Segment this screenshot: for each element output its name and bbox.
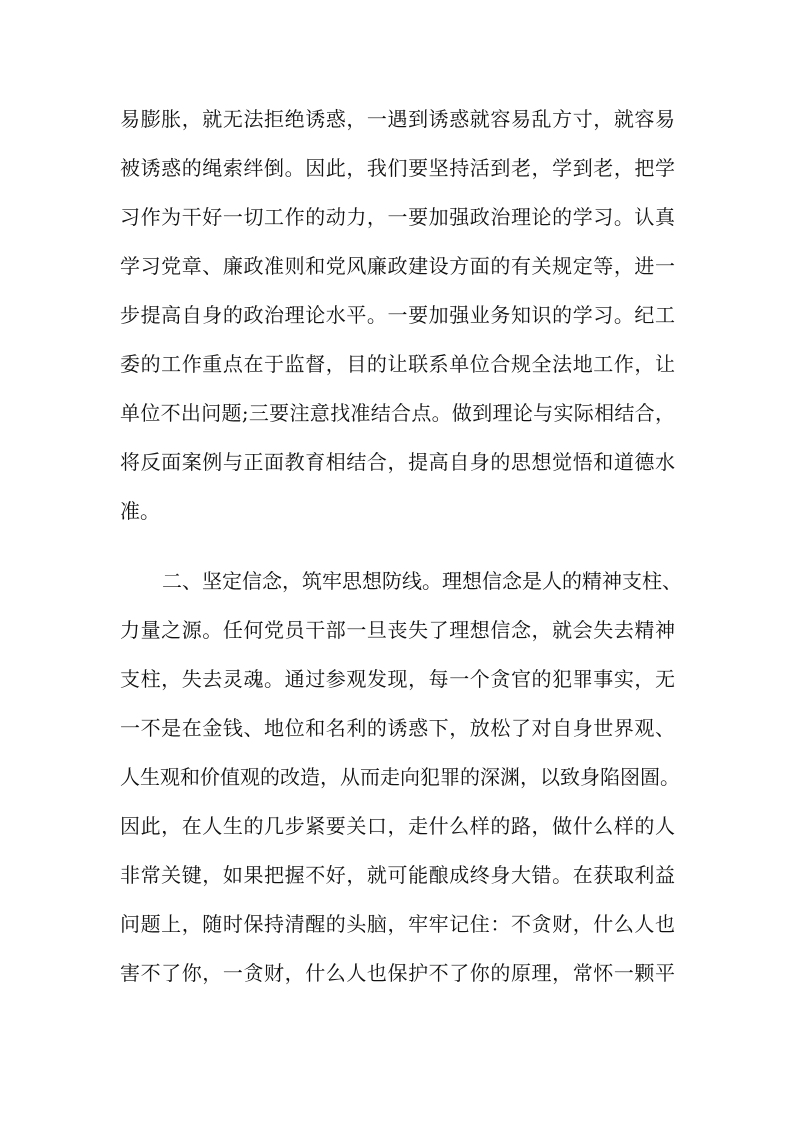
text-line: 被诱惑的绳索绊倒。因此，我们要坚持活到老，学到老，把学 — [120, 156, 675, 180]
text-line: 害不了你，一贪财，什么人也保护不了你的原理，常怀一颗平 — [120, 961, 675, 985]
text-line: 非常关键，如果把握不好，就可能酿成终身大错。在获取利益 — [120, 863, 675, 887]
text-line: 准。 — [120, 499, 160, 523]
text-line: 因此，在人生的几步紧要关口，走什么样的路，做什么样的人 — [120, 814, 675, 838]
text-line: 将反面案例与正面教育相结合，提高自身的思想觉悟和道德水 — [120, 450, 675, 474]
paragraph-heading-line: 二、坚定信念，筑牢思想防线。理想信念是人的精神支柱、 — [162, 569, 682, 593]
text-line: 易膨胀，就无法拒绝诱惑，一遇到诱惑就容易乱方寸，就容易 — [120, 107, 675, 131]
text-line: 单位不出问题;三要注意找准结合点。做到理论与实际相结合， — [120, 401, 675, 425]
text-line: 问题上，随时保持清醒的头脑，牢牢记住：不贪财，什么人也 — [120, 912, 675, 936]
text-line: 人生观和价值观的改造，从而走向犯罪的深渊，以致身陷囹圄。 — [120, 765, 680, 789]
text-line: 支柱，失去灵魂。通过参观发现，每一个贪官的犯罪事实，无 — [120, 667, 675, 691]
text-line: 步提高自身的政治理论水平。一要加强业务知识的学习。纪工 — [120, 303, 675, 327]
text-line: 学习党章、廉政准则和党风廉政建设方面的有关规定等，进一 — [120, 254, 675, 278]
text-line: 一不是在金钱、地位和名利的诱惑下，放松了对自身世界观、 — [120, 716, 675, 740]
text-line: 力量之源。任何党员干部一旦丧失了理想信念，就会失去精神 — [120, 618, 675, 642]
text-line: 委的工作重点在于监督，目的让联系单位合规全法地工作，让 — [120, 352, 675, 376]
text-line: 习作为干好一切工作的动力，一要加强政治理论的学习。认真 — [120, 205, 675, 229]
